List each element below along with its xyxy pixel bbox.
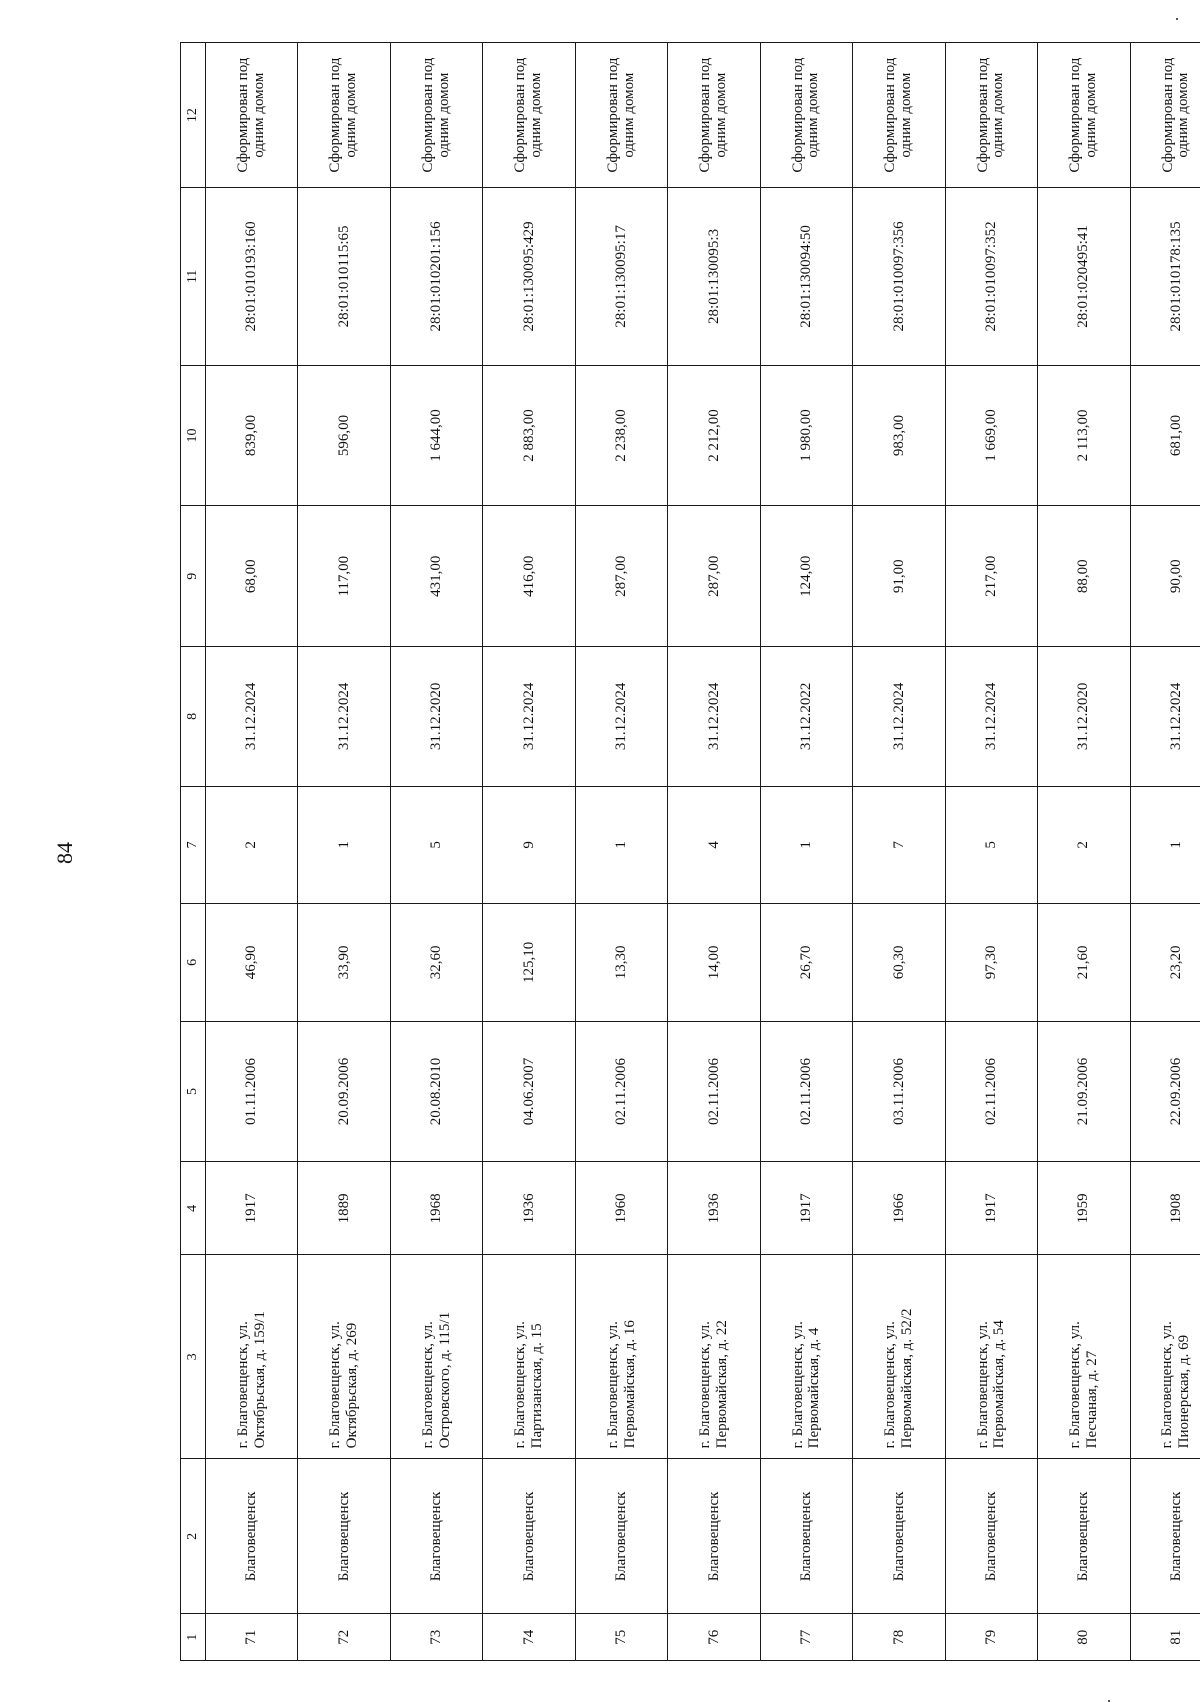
cell-residents: 2	[206, 786, 298, 903]
cell-date: 03.11.2006	[853, 1021, 945, 1162]
cell-row-number: 73	[390, 1614, 482, 1661]
cell-date: 02.11.2006	[668, 1021, 760, 1162]
cell-city: Благовещенск	[945, 1459, 1037, 1614]
cell-year-built: 1960	[575, 1162, 667, 1255]
cell-date: 20.08.2010	[390, 1021, 482, 1162]
cell-deadline: 31.12.2020	[1038, 647, 1130, 787]
cell-cadastral-number: 28:01:010201:156	[390, 188, 482, 365]
cell-status: Сформирован под одним домом	[1038, 43, 1130, 188]
cell-city: Благовещенск	[1038, 1459, 1130, 1614]
cell-deadline: 31.12.2024	[575, 647, 667, 787]
cell-value-10: 596,00	[298, 365, 390, 506]
col-header-6: 6	[181, 904, 206, 1021]
cell-address: г. Благовещенск, ул. Островского, д. 115/1	[390, 1255, 482, 1459]
cell-city: Благовещенск	[668, 1459, 760, 1614]
cell-address: г. Благовещенск, ул. Первомайская, д. 22	[668, 1255, 760, 1459]
table-frame	[180, 42, 1200, 1661]
cell-area: 23,20	[1130, 904, 1200, 1021]
cell-status: Сформирован под одним домом	[206, 43, 298, 188]
cell-value-9: 287,00	[575, 506, 667, 647]
cell-status: Сформирован под одним домом	[483, 43, 575, 188]
cell-date: 20.09.2006	[298, 1021, 390, 1162]
cell-city: Благовещенск	[760, 1459, 852, 1614]
col-header-4: 4	[181, 1162, 206, 1255]
table-header	[181, 43, 206, 1661]
cell-city: Благовещенск	[390, 1459, 482, 1614]
cell-area: 60,30	[853, 904, 945, 1021]
cell-row-number: 74	[483, 1614, 575, 1661]
table-row	[483, 43, 575, 1661]
cell-year-built: 1968	[390, 1162, 482, 1255]
cell-value-10: 983,00	[853, 365, 945, 506]
col-header-1: 1	[181, 1614, 206, 1661]
cell-date: 02.11.2006	[945, 1021, 1037, 1162]
cell-deadline: 31.12.2024	[853, 647, 945, 787]
cell-address: г. Благовещенск, ул. Песчаная, д. 27	[1038, 1255, 1130, 1459]
cell-area: 32,60	[390, 904, 482, 1021]
cell-value-10: 1 644,00	[390, 365, 482, 506]
cell-row-number: 78	[853, 1614, 945, 1661]
cell-value-10: 2 238,00	[575, 365, 667, 506]
table-row	[575, 43, 667, 1661]
cell-date: 02.11.2006	[575, 1021, 667, 1162]
col-header-2: 2	[181, 1459, 206, 1614]
cell-deadline: 31.12.2024	[1130, 647, 1200, 787]
header-row	[181, 43, 206, 1661]
table-row	[390, 43, 482, 1661]
table-body	[206, 43, 1200, 1661]
cell-residents: 7	[853, 786, 945, 903]
cell-deadline: 31.12.2020	[390, 647, 482, 787]
cell-status: Сформирован под одним домом	[575, 43, 667, 188]
cell-date: 02.11.2006	[760, 1021, 852, 1162]
page-number-text: 84	[52, 842, 78, 864]
cell-address: г. Благовещенск, ул. Октябрьская, д. 269	[298, 1255, 390, 1459]
cell-row-number: 79	[945, 1614, 1037, 1661]
cell-area: 13,30	[575, 904, 667, 1021]
cell-area: 26,70	[760, 904, 852, 1021]
cell-address: г. Благовещенск, ул. Первомайская, д. 16	[575, 1255, 667, 1459]
cell-status: Сформирован под одним домом	[853, 43, 945, 188]
cell-deadline: 31.12.2024	[206, 647, 298, 787]
registry-table	[180, 42, 1200, 1661]
cell-value-9: 91,00	[853, 506, 945, 647]
cell-deadline: 31.12.2024	[483, 647, 575, 787]
cell-residents: 5	[945, 786, 1037, 903]
cell-value-9: 124,00	[760, 506, 852, 647]
col-header-5: 5	[181, 1021, 206, 1162]
cell-status: Сформирован под одним домом	[945, 43, 1037, 188]
cell-status: Сформирован под одним домом	[668, 43, 760, 188]
cell-row-number: 77	[760, 1614, 852, 1661]
col-header-7: 7	[181, 786, 206, 903]
cell-value-9: 90,00	[1130, 506, 1200, 647]
cell-date: 01.11.2006	[206, 1021, 298, 1162]
cell-cadastral-number: 28:01:130095:17	[575, 188, 667, 365]
cell-cadastral-number: 28:01:010193:160	[206, 188, 298, 365]
cell-year-built: 1959	[1038, 1162, 1130, 1255]
cell-year-built: 1917	[206, 1162, 298, 1255]
col-header-9: 9	[181, 506, 206, 647]
cell-city: Благовещенск	[575, 1459, 667, 1614]
cell-row-number: 80	[1038, 1614, 1130, 1661]
cell-city: Благовещенск	[853, 1459, 945, 1614]
table-row	[668, 43, 760, 1661]
cell-deadline: 31.12.2022	[760, 647, 852, 787]
cell-value-10: 839,00	[206, 365, 298, 506]
cell-address: г. Благовещенск, ул. Пионерская, д. 69	[1130, 1255, 1200, 1459]
cell-value-10: 2 883,00	[483, 365, 575, 506]
cell-status: Сформирован под одним домом	[1130, 43, 1200, 188]
cell-residents: 4	[668, 786, 760, 903]
cell-status: Сформирован под одним домом	[298, 43, 390, 188]
cell-value-10: 1 669,00	[945, 365, 1037, 506]
cell-date: 04.06.2007	[483, 1021, 575, 1162]
cell-value-9: 431,00	[390, 506, 482, 647]
cell-address: г. Благовещенск, ул. Первомайская, д. 52/2	[853, 1255, 945, 1459]
cell-year-built: 1917	[945, 1162, 1037, 1255]
cell-year-built: 1889	[298, 1162, 390, 1255]
cell-city: Благовещенск	[206, 1459, 298, 1614]
cell-area: 33,90	[298, 904, 390, 1021]
table-row	[298, 43, 390, 1661]
cell-cadastral-number: 28:01:010178:135	[1130, 188, 1200, 365]
cell-status: Сформирован под одним домом	[390, 43, 482, 188]
col-header-12: 12	[181, 43, 206, 188]
cell-row-number: 75	[575, 1614, 667, 1661]
cell-area: 97,30	[945, 904, 1037, 1021]
cell-value-10: 2 212,00	[668, 365, 760, 506]
cell-residents: 2	[1038, 786, 1130, 903]
table-row	[1038, 43, 1130, 1661]
cell-residents: 5	[390, 786, 482, 903]
cell-year-built: 1966	[853, 1162, 945, 1255]
cell-cadastral-number: 28:01:010097:356	[853, 188, 945, 365]
cell-city: Благовещенск	[298, 1459, 390, 1614]
rotated-table-container	[180, 42, 1200, 1661]
cell-residents: 1	[298, 786, 390, 903]
table-row	[206, 43, 298, 1661]
cell-value-10: 681,00	[1130, 365, 1200, 506]
cell-row-number: 76	[668, 1614, 760, 1661]
cell-deadline: 31.12.2024	[945, 647, 1037, 787]
cell-value-9: 287,00	[668, 506, 760, 647]
cell-address: г. Благовещенск, ул. Партизанская, д. 15	[483, 1255, 575, 1459]
page-number	[50, 838, 80, 868]
cell-value-10: 1 980,00	[760, 365, 852, 506]
cell-year-built: 1936	[483, 1162, 575, 1255]
scan-speck	[1176, 18, 1178, 20]
cell-city: Благовещенск	[483, 1459, 575, 1614]
table-row	[945, 43, 1037, 1661]
cell-value-9: 416,00	[483, 506, 575, 647]
table-row	[760, 43, 852, 1661]
table-row	[1130, 43, 1200, 1661]
cell-address: г. Благовещенск, ул. Первомайская, д. 54	[945, 1255, 1037, 1459]
cell-area: 125,10	[483, 904, 575, 1021]
cell-area: 14,00	[668, 904, 760, 1021]
cell-area: 21,60	[1038, 904, 1130, 1021]
cell-residents: 1	[1130, 786, 1200, 903]
cell-address: г. Благовещенск, ул. Первомайская, д. 4	[760, 1255, 852, 1459]
cell-year-built: 1936	[668, 1162, 760, 1255]
cell-cadastral-number: 28:01:130094:50	[760, 188, 852, 365]
cell-value-9: 88,00	[1038, 506, 1130, 647]
cell-cadastral-number: 28:01:130095:3	[668, 188, 760, 365]
col-header-10: 10	[181, 365, 206, 506]
cell-residents: 1	[760, 786, 852, 903]
cell-cadastral-number: 28:01:010115:65	[298, 188, 390, 365]
cell-cadastral-number: 28:01:010097:352	[945, 188, 1037, 365]
cell-area: 46,90	[206, 904, 298, 1021]
cell-cadastral-number: 28:01:130095:429	[483, 188, 575, 365]
cell-deadline: 31.12.2024	[668, 647, 760, 787]
cell-value-9: 217,00	[945, 506, 1037, 647]
cell-residents: 9	[483, 786, 575, 903]
cell-status: Сформирован под одним домом	[760, 43, 852, 188]
cell-year-built: 1917	[760, 1162, 852, 1255]
cell-row-number: 72	[298, 1614, 390, 1661]
cell-row-number: 71	[206, 1614, 298, 1661]
cell-year-built: 1908	[1130, 1162, 1200, 1255]
table-row	[853, 43, 945, 1661]
cell-date: 21.09.2006	[1038, 1021, 1130, 1162]
cell-cadastral-number: 28:01:020495:41	[1038, 188, 1130, 365]
cell-residents: 1	[575, 786, 667, 903]
cell-address: г. Благовещенск, ул. Октябрьская, д. 159/1	[206, 1255, 298, 1459]
cell-row-number: 81	[1130, 1614, 1200, 1661]
cell-value-10: 2 113,00	[1038, 365, 1130, 506]
col-header-3: 3	[181, 1255, 206, 1459]
cell-value-9: 68,00	[206, 506, 298, 647]
cell-value-9: 117,00	[298, 506, 390, 647]
cell-date: 22.09.2006	[1130, 1021, 1200, 1162]
col-header-11: 11	[181, 188, 206, 365]
cell-city: Благовещенск	[1130, 1459, 1200, 1614]
col-header-8: 8	[181, 647, 206, 787]
cell-deadline: 31.12.2024	[298, 647, 390, 787]
